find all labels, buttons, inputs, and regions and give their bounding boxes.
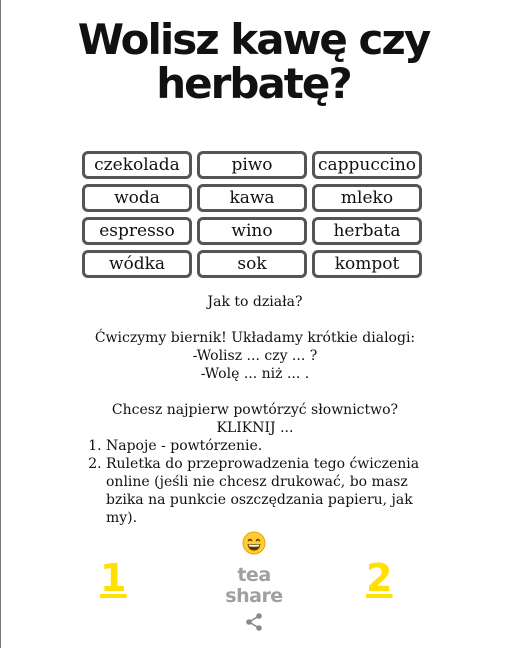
word-tile: sok bbox=[197, 250, 307, 278]
logo-line-1: tea bbox=[237, 564, 271, 586]
instructions-intro: Ćwiczymy biernik! Układamy krótkie dialogi: bbox=[94, 330, 416, 346]
title-line-2: herbatę? bbox=[156, 59, 351, 108]
grinning-face-icon bbox=[242, 531, 266, 555]
word-tile: czekolada bbox=[82, 151, 192, 179]
vocabulary-grid bbox=[82, 151, 422, 278]
click-prompt: KLIKNIJ ... bbox=[216, 420, 294, 436]
word-tile: mleko bbox=[312, 184, 422, 212]
dialog-line-2: -Wolę ... niż ... . bbox=[200, 366, 310, 382]
word-tile: wódka bbox=[82, 250, 192, 278]
word-tile: woda bbox=[82, 184, 192, 212]
word-tile: wino bbox=[197, 217, 307, 245]
link-list bbox=[80, 437, 430, 527]
word-tile: cappuccino bbox=[312, 151, 422, 179]
word-tile: kawa bbox=[197, 184, 307, 212]
instructions-heading: Jak to działa? bbox=[207, 294, 303, 310]
teashare-logo bbox=[214, 565, 294, 607]
logo-line-2: share bbox=[225, 585, 283, 607]
word-tile: piwo bbox=[197, 151, 307, 179]
link-number-2[interactable]: 2 bbox=[366, 556, 393, 600]
instructions bbox=[80, 293, 430, 527]
title-line-1: Wolisz kawę czy bbox=[77, 15, 430, 64]
word-tile: herbata bbox=[312, 217, 422, 245]
page-title bbox=[0, 15, 507, 108]
share-icon[interactable] bbox=[243, 611, 265, 633]
word-tile: kompot bbox=[312, 250, 422, 278]
link-item-roulette[interactable]: 2. Ruletka do przeprowadzenia tego ćwiczenia online (jeśli nie chcesz drukować, bo masz bzika na punkcie oszczędzania papieru, jak my). bbox=[106, 455, 430, 527]
link-item-review[interactable]: 1. Napoje - powtórzenie. bbox=[106, 437, 430, 455]
link-number-1[interactable]: 1 bbox=[100, 556, 127, 600]
review-question: Chcesz najpierw powtórzyć słownictwo? bbox=[111, 402, 399, 418]
dialog-line-1: -Wolisz ... czy ... ? bbox=[192, 348, 318, 364]
word-tile: espresso bbox=[82, 217, 192, 245]
